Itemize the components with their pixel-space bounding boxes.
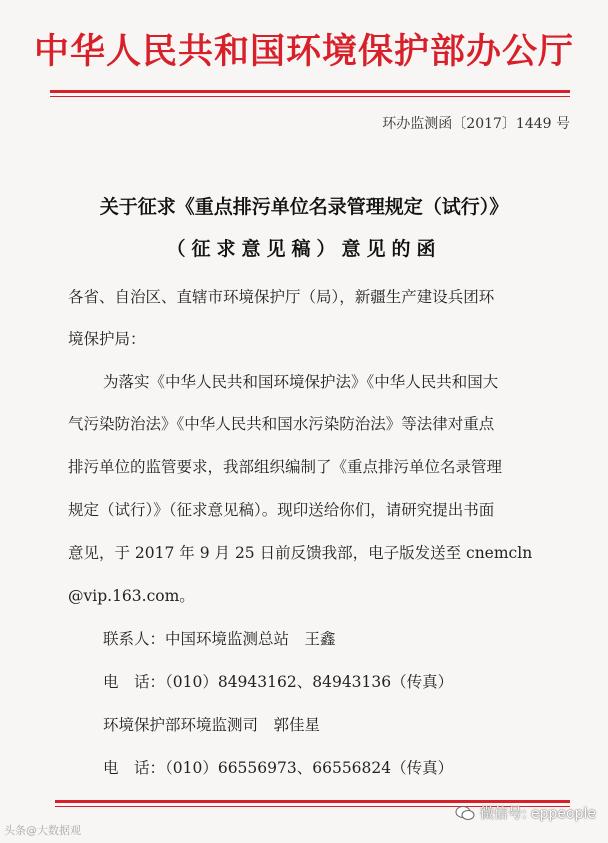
contact-phone-1: 电 话：（010）84943162、84943136（传真） xyxy=(103,673,454,691)
recipients-line-2: 境保护局： xyxy=(68,330,146,348)
contact-person-1: 联系人：中国环境监测总站 王鑫 xyxy=(103,630,336,648)
contact-person-2: 环境保护部环境监测司 郭佳星 xyxy=(103,716,321,734)
email-line: @vip.163.com。 xyxy=(68,587,195,605)
document-title-line-2: （征求意见稿）意见的函 xyxy=(166,238,442,260)
document-number: 环办监测函〔2017〕1449 号 xyxy=(382,116,570,132)
source-watermark-left: 头条@大数据观 xyxy=(4,824,81,837)
body-paragraph-line: 意见，于 2017 年 9 月 25 日前反馈我部，电子版发送至 cnemcln xyxy=(68,544,533,562)
contact-phone-2: 电 话：（010）66556973、66556824（传真） xyxy=(103,759,454,777)
watermark-label: 微信号: eppeople xyxy=(479,806,596,822)
body-paragraph-line: 为落实《中华人民共和国环境保护法》《中华人民共和国大 xyxy=(103,373,499,391)
body-paragraph-line: 排污单位的监管要求，我部组织编制了《重点排污单位名录管理 xyxy=(68,458,503,476)
letterhead-title: 中华人民共和国环境保护部办公厅 xyxy=(33,32,574,72)
header-red-rule-thin xyxy=(50,96,570,97)
body-paragraph-line: 气污染防治法》《中华人民共和国水污染防治法》等法律对重点 xyxy=(68,415,495,433)
source-watermark-right xyxy=(455,803,596,823)
header-red-rule-thick xyxy=(50,90,570,93)
recipients-line-1: 各省、自治区、直辖市环境保护厅（局），新疆生产建设兵团环 xyxy=(68,288,495,306)
wechat-icon xyxy=(455,805,475,821)
document-title-line-1: 关于征求《重点排污单位名录管理规定（试行）》 xyxy=(99,196,509,218)
body-paragraph-line: 规定（试行）》（征求意见稿）。现印送给你们，请研究提出书面 xyxy=(68,501,495,519)
